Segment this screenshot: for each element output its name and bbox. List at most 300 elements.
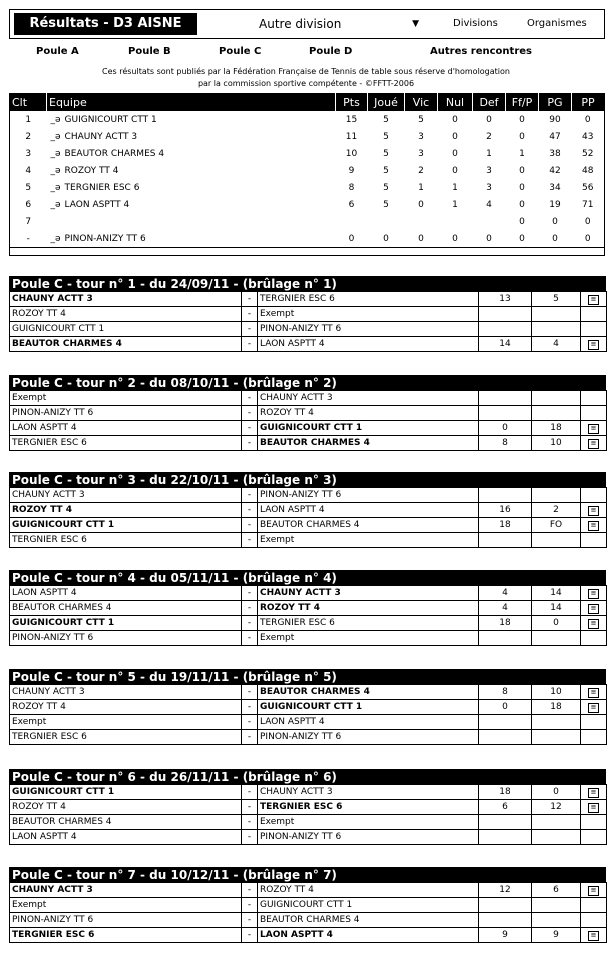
details-cell (581, 883, 607, 898)
team-name[interactable]: PINON-ANIZY TT 6 (64, 233, 146, 244)
standings-row (10, 162, 605, 179)
away-team: TERGNIER ESC 6 (258, 800, 479, 815)
organismes-link[interactable]: Organismes (527, 18, 587, 29)
standings-cell-ffp: 0 (519, 233, 525, 244)
notice-line-2: par la commission sportive compétente - ©FFTT-2006 (197, 79, 415, 88)
home-team: ROZOY TT 4 (10, 307, 242, 322)
home-team: BEAUTOR CHARMES 4 (10, 815, 242, 830)
standings-table (9, 93, 605, 248)
standings-cell-pp: 0 (584, 216, 591, 227)
home-team: CHAUNY ACTT 3 (10, 488, 242, 503)
away-team: TERGNIER ESC 6 (258, 292, 479, 307)
details-cell (581, 730, 607, 745)
home-team: CHAUNY ACTT 3 (10, 685, 242, 700)
away-score: 6 (532, 883, 581, 898)
person-icon: _ə (50, 165, 61, 176)
team-name[interactable]: TERGNIER ESC 6 (64, 182, 140, 193)
match-row (10, 406, 607, 421)
division-select-value: Autre division (259, 17, 342, 31)
standings-cell-ffp: 0 (519, 182, 525, 193)
details-icon[interactable]: ≡ (588, 788, 599, 798)
match-separator: - (242, 928, 258, 943)
standings-cell-pp: 56 (582, 182, 594, 193)
home-team: ROZOY TT 4 (10, 800, 242, 815)
away-team: CHAUNY ACTT 3 (258, 391, 479, 406)
home-team: BEAUTOR CHARMES 4 (10, 601, 242, 616)
home-score: 4 (479, 586, 532, 601)
standings-cell-pg: 19 (549, 199, 561, 210)
standings-cell-vic: 0 (418, 233, 424, 244)
poule-a-link[interactable]: Poule A (36, 46, 79, 57)
poule-b-link[interactable]: Poule B (128, 46, 171, 57)
details-icon[interactable]: ≡ (588, 506, 599, 516)
standings-cell-pg: 0 (552, 216, 558, 227)
match-separator: - (242, 898, 258, 913)
top-bar (9, 9, 605, 39)
standings-cell-clt: 2 (25, 131, 32, 142)
standings-cell-joue: 0 (383, 233, 389, 244)
round-title: Poule C - tour n° 5 - du 19/11/11 - (brûlage n° 5) (9, 669, 606, 684)
round-title: Poule C - tour n° 1 - du 24/09/11 - (brûlage n° 1) (9, 276, 606, 291)
autres-rencontres-link[interactable]: Autres rencontres (430, 46, 532, 57)
standings-cell-ffp: 0 (519, 165, 525, 176)
round-block (9, 867, 606, 943)
standings-cell-pp: 52 (582, 148, 594, 159)
match-row (10, 307, 607, 322)
away-team: GUIGNICOURT CTT 1 (258, 700, 479, 715)
round-block (9, 276, 606, 352)
match-separator: - (242, 518, 258, 533)
standings-cell-joue: 5 (383, 114, 389, 125)
away-score (532, 730, 581, 745)
away-team: CHAUNY ACTT 3 (258, 785, 479, 800)
standings-cell-team (47, 230, 336, 248)
away-score: 14 (532, 601, 581, 616)
person-icon: _ə (50, 182, 61, 193)
away-team: LAON ASPTT 4 (258, 503, 479, 518)
home-score: 0 (479, 421, 532, 436)
home-team: Exempt (10, 898, 242, 913)
standings-row (10, 230, 605, 248)
home-score: 13 (479, 292, 532, 307)
round-matches-table (9, 882, 607, 943)
home-score (479, 830, 532, 845)
away-score: 10 (532, 685, 581, 700)
col-def: Def (473, 94, 506, 112)
away-score (532, 715, 581, 730)
col-clt: Clt (10, 94, 47, 112)
match-row (10, 631, 607, 646)
away-score (532, 391, 581, 406)
chevron-down-icon: ▼ (412, 19, 419, 29)
home-team: ROZOY TT 4 (10, 503, 242, 518)
standings-cell-pg: 42 (549, 165, 561, 176)
match-row (10, 700, 607, 715)
match-row (10, 685, 607, 700)
details-cell (581, 322, 607, 337)
standings-cell-clt: 5 (25, 182, 32, 193)
round-block (9, 472, 606, 548)
away-score: 14 (532, 586, 581, 601)
details-cell (581, 785, 607, 800)
home-score (479, 488, 532, 503)
details-cell (581, 800, 607, 815)
home-score (479, 815, 532, 830)
home-score: 8 (479, 685, 532, 700)
details-cell (581, 436, 607, 451)
round-matches-table (9, 390, 607, 451)
round-matches-table (9, 784, 607, 845)
match-row (10, 586, 607, 601)
match-separator: - (242, 586, 258, 601)
standings-cell-vic: 2 (418, 165, 424, 176)
home-team: TERGNIER ESC 6 (10, 730, 242, 745)
match-row (10, 533, 607, 548)
details-cell (581, 421, 607, 436)
match-separator: - (242, 883, 258, 898)
details-icon[interactable]: ≡ (588, 589, 599, 599)
round-title: Poule C - tour n° 4 - du 05/11/11 - (brûlage n° 4) (9, 570, 606, 585)
match-separator: - (242, 322, 258, 337)
round-block (9, 375, 606, 451)
home-score: 18 (479, 518, 532, 533)
person-icon: _ə (50, 114, 61, 125)
standings-cell-nul (438, 213, 473, 230)
match-row (10, 337, 607, 352)
match-separator: - (242, 391, 258, 406)
standings-cell-def: 0 (486, 114, 492, 125)
round-title: Poule C - tour n° 2 - du 08/10/11 - (brûlage n° 2) (9, 375, 606, 390)
away-team: ROZOY TT 4 (258, 406, 479, 421)
details-icon[interactable]: ≡ (588, 931, 599, 941)
away-team: BEAUTOR CHARMES 4 (258, 436, 479, 451)
home-score (479, 391, 532, 406)
home-team: BEAUTOR CHARMES 4 (10, 337, 242, 352)
standings-cell-clt: 3 (25, 148, 32, 159)
match-separator: - (242, 830, 258, 845)
match-separator: - (242, 307, 258, 322)
match-separator: - (242, 631, 258, 646)
standings-row (10, 111, 605, 128)
away-score: 18 (532, 421, 581, 436)
details-cell (581, 685, 607, 700)
away-score: 0 (532, 616, 581, 631)
home-score (479, 898, 532, 913)
standings-cell-vic: 1 (418, 182, 424, 193)
match-row (10, 322, 607, 337)
home-score (479, 533, 532, 548)
details-cell (581, 533, 607, 548)
details-icon[interactable]: ≡ (588, 604, 599, 614)
standings-cell-vic (405, 213, 438, 230)
round-matches-table (9, 487, 607, 548)
standings-cell-nul: 1 (452, 182, 458, 193)
match-separator: - (242, 533, 258, 548)
col-pts: Pts (336, 94, 368, 112)
away-team: ROZOY TT 4 (258, 883, 479, 898)
person-icon: _ə (50, 148, 61, 159)
standings-row (10, 128, 605, 145)
standings-cell-team (47, 128, 336, 145)
home-score (479, 406, 532, 421)
standings-cell-team (47, 111, 336, 128)
away-team: Exempt (258, 631, 479, 646)
match-row (10, 391, 607, 406)
details-icon[interactable]: ≡ (588, 803, 599, 813)
details-cell (581, 700, 607, 715)
standings-cell-joue (368, 213, 405, 230)
standings-cell-pts: 9 (348, 165, 355, 176)
match-separator: - (242, 800, 258, 815)
details-cell (581, 631, 607, 646)
standings-cell-ffp: 0 (519, 216, 525, 227)
standings-cell-def: 3 (486, 182, 492, 193)
match-separator: - (242, 913, 258, 928)
away-score: 4 (532, 337, 581, 352)
standings-cell-def: 4 (486, 199, 492, 210)
away-team: LAON ASPTT 4 (258, 337, 479, 352)
team-name[interactable]: CHAUNY ACTT 3 (64, 131, 138, 142)
match-separator: - (242, 715, 258, 730)
standings-cell-nul: 1 (452, 199, 458, 210)
standings-cell-pts: 0 (348, 233, 355, 244)
standings-cell-vic: 3 (418, 131, 424, 142)
team-name[interactable]: GUIGNICOURT CTT 1 (64, 114, 157, 125)
standings-cell-nul: 0 (452, 131, 458, 142)
col-ffp: Ff/P (506, 94, 539, 112)
match-row (10, 883, 607, 898)
team-name[interactable]: LAON ASPTT 4 (64, 199, 130, 210)
standings-cell-ffp: 0 (519, 114, 525, 125)
home-score: 18 (479, 616, 532, 631)
standings-cell-joue: 5 (383, 148, 389, 159)
standings-cell-pts: 8 (348, 182, 355, 193)
match-row (10, 601, 607, 616)
away-score (532, 830, 581, 845)
team-name[interactable]: ROZOY TT 4 (64, 165, 119, 176)
details-icon[interactable]: ≡ (588, 688, 599, 698)
standings-cell-pp: 71 (582, 199, 594, 210)
person-icon: _ə (50, 233, 61, 244)
home-score (479, 715, 532, 730)
divisions-link[interactable]: Divisions (453, 18, 498, 29)
poule-d-link[interactable]: Poule D (309, 46, 353, 57)
standings-cell-team (47, 145, 336, 162)
home-score (479, 631, 532, 646)
details-cell (581, 616, 607, 631)
match-separator: - (242, 685, 258, 700)
home-team: ROZOY TT 4 (10, 700, 242, 715)
standings-cell-pp: 0 (584, 233, 591, 244)
standings-cell-pp: 43 (582, 131, 594, 142)
page-title: Résultats - D3 AISNE (14, 13, 197, 35)
details-cell (581, 601, 607, 616)
home-score: 14 (479, 337, 532, 352)
match-separator: - (242, 616, 258, 631)
home-team: CHAUNY ACTT 3 (10, 883, 242, 898)
standings-cell-vic: 3 (418, 148, 424, 159)
standings-row (10, 196, 605, 213)
round-block (9, 570, 606, 646)
away-team: LAON ASPTT 4 (258, 928, 479, 943)
match-separator: - (242, 488, 258, 503)
standings-cell-pp: 0 (584, 114, 591, 125)
col-equipe: Equipe (47, 94, 336, 112)
away-team: CHAUNY ACTT 3 (258, 586, 479, 601)
details-cell (581, 337, 607, 352)
standings-row (10, 213, 605, 230)
standings-row (10, 179, 605, 196)
match-separator: - (242, 815, 258, 830)
round-title: Poule C - tour n° 6 - du 26/11/11 - (brûlage n° 6) (9, 769, 606, 784)
col-joue: Joué (368, 94, 405, 112)
poule-c-link[interactable]: Poule C (219, 46, 262, 57)
round-block (9, 769, 606, 845)
details-cell (581, 913, 607, 928)
details-cell (581, 830, 607, 845)
details-icon[interactable]: ≡ (588, 295, 599, 305)
round-title: Poule C - tour n° 3 - du 22/10/11 - (brûlage n° 3) (9, 472, 606, 487)
standings-cell-clt: 6 (25, 199, 32, 210)
standings-cell-pg: 90 (549, 114, 561, 125)
home-team: GUIGNICOURT CTT 1 (10, 322, 242, 337)
standings-cell-pg: 0 (552, 233, 558, 244)
standings-cell-def: 1 (486, 148, 492, 159)
away-team: PINON-ANIZY TT 6 (258, 488, 479, 503)
match-separator: - (242, 730, 258, 745)
details-icon[interactable]: ≡ (588, 424, 599, 434)
home-score: 6 (479, 800, 532, 815)
standings-cell-joue: 5 (383, 165, 389, 176)
home-score: 18 (479, 785, 532, 800)
away-team: BEAUTOR CHARMES 4 (258, 685, 479, 700)
details-cell (581, 503, 607, 518)
round-title: Poule C - tour n° 7 - du 10/12/11 - (brûlage n° 7) (9, 867, 606, 882)
home-team: GUIGNICOURT CTT 1 (10, 518, 242, 533)
standings-cell-pp: 48 (582, 165, 594, 176)
away-score: 10 (532, 436, 581, 451)
details-cell (581, 307, 607, 322)
standings-cell-joue: 5 (383, 182, 389, 193)
details-cell (581, 715, 607, 730)
home-team: PINON-ANIZY TT 6 (10, 631, 242, 646)
match-separator: - (242, 292, 258, 307)
details-icon[interactable]: ≡ (588, 619, 599, 629)
home-team: LAON ASPTT 4 (10, 830, 242, 845)
standings-cell-pg: 38 (549, 148, 561, 159)
away-score: 18 (532, 700, 581, 715)
away-score: 9 (532, 928, 581, 943)
away-team: TERGNIER ESC 6 (258, 616, 479, 631)
home-score: 0 (479, 700, 532, 715)
home-team: PINON-ANIZY TT 6 (10, 406, 242, 421)
home-score: 16 (479, 503, 532, 518)
match-row (10, 785, 607, 800)
standings-cell-team (47, 213, 336, 230)
standings-cell-nul: 0 (452, 148, 458, 159)
standings-cell-joue: 5 (383, 131, 389, 142)
away-score (532, 307, 581, 322)
col-pp: PP (572, 94, 605, 112)
standings-cell-nul: 0 (452, 165, 458, 176)
person-icon: _ə (50, 199, 61, 210)
standings-cell-nul: 0 (452, 114, 458, 125)
standings-cell-clt: 1 (25, 114, 32, 125)
team-name[interactable]: BEAUTOR CHARMES 4 (64, 148, 165, 159)
match-row (10, 830, 607, 845)
match-separator: - (242, 503, 258, 518)
details-cell (581, 928, 607, 943)
match-row (10, 488, 607, 503)
col-nul: Nul (438, 94, 473, 112)
home-team: Exempt (10, 391, 242, 406)
standings-cell-pts: 6 (348, 199, 355, 210)
details-cell (581, 586, 607, 601)
match-separator: - (242, 601, 258, 616)
details-cell (581, 815, 607, 830)
match-separator: - (242, 406, 258, 421)
standings-cell-def: 2 (486, 131, 492, 142)
details-icon[interactable]: ≡ (588, 521, 599, 531)
details-icon[interactable]: ≡ (588, 703, 599, 713)
match-row (10, 503, 607, 518)
away-score: 2 (532, 503, 581, 518)
details-icon[interactable]: ≡ (588, 886, 599, 896)
homologation-notice (0, 66, 612, 90)
match-separator: - (242, 785, 258, 800)
col-pg: PG (539, 94, 572, 112)
match-row (10, 913, 607, 928)
match-row (10, 616, 607, 631)
match-row (10, 898, 607, 913)
standings-cell-ffp: 0 (519, 199, 525, 210)
standings-cell-team (47, 196, 336, 213)
standings-cell-clt: 7 (25, 216, 32, 227)
away-team: BEAUTOR CHARMES 4 (258, 913, 479, 928)
standings-cell-nul: 0 (452, 233, 458, 244)
away-score: 0 (532, 785, 581, 800)
match-row (10, 715, 607, 730)
home-score (479, 307, 532, 322)
details-cell (581, 518, 607, 533)
notice-line-1: Ces résultats sont publiés par la Fédération Française de Tennis de table sous réserve d'homologation (101, 67, 510, 76)
details-icon[interactable]: ≡ (588, 439, 599, 449)
home-team: GUIGNICOURT CTT 1 (10, 785, 242, 800)
home-team: PINON-ANIZY TT 6 (10, 913, 242, 928)
home-score: 12 (479, 883, 532, 898)
standings-cell-pts: 11 (345, 131, 358, 142)
away-team: GUIGNICOURT CTT 1 (258, 898, 479, 913)
away-team: Exempt (258, 815, 479, 830)
match-separator: - (242, 421, 258, 436)
away-team: ROZOY TT 4 (258, 601, 479, 616)
match-separator: - (242, 337, 258, 352)
division-select[interactable] (259, 15, 419, 33)
match-separator: - (242, 436, 258, 451)
home-team: Exempt (10, 715, 242, 730)
details-icon[interactable]: ≡ (588, 340, 599, 350)
home-score: 8 (479, 436, 532, 451)
details-cell (581, 391, 607, 406)
col-vic: Vic (405, 94, 438, 112)
match-row (10, 421, 607, 436)
match-row (10, 815, 607, 830)
home-team: LAON ASPTT 4 (10, 421, 242, 436)
away-score (532, 533, 581, 548)
round-matches-table (9, 684, 607, 745)
standings-cell-pts: 10 (345, 148, 358, 159)
home-score: 4 (479, 601, 532, 616)
